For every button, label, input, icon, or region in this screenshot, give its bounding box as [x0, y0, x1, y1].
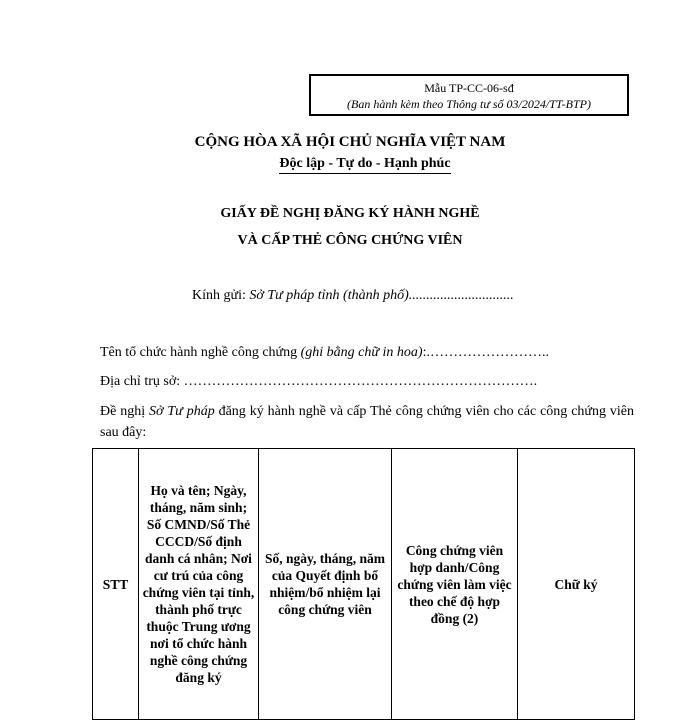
national-motto: Độc lập - Tự do - Hạnh phúc — [279, 156, 450, 174]
form-code-box — [309, 74, 629, 116]
document-title-line2: VÀ CẤP THẺ CÔNG CHỨNG VIÊN — [237, 233, 463, 248]
org-name-hint: (ghi bằng chữ in hoa) — [300, 345, 423, 360]
header-personal-info: Họ và tên; Ngày, tháng, năm sinh; Số CMND/Số Thẻ CCCD/Số định danh cá nhân; Nơi cư trú của công chứng viên tại tỉnh, thành phố trực thuộc Trung ương nơi tổ chức hành nghề công chứng đăng ký — [139, 449, 259, 720]
recipient-line — [192, 288, 514, 304]
request-paragraph — [100, 401, 634, 443]
header-signature: Chữ ký — [518, 449, 635, 720]
address-blank[interactable]: …………………………………………………………………. — [183, 374, 538, 389]
recipient-name: Sở Tư pháp tỉnh (thành phố).............................. — [249, 288, 514, 303]
address-label: Địa chỉ trụ sở: — [100, 374, 184, 389]
request-recipient: Sở Tư pháp — [149, 404, 215, 419]
request-prefix: Đề nghị — [100, 404, 150, 419]
header-appointment-decision: Số, ngày, tháng, năm của Quyết định bổ nhiệm/bổ nhiệm lại công chứng viên — [259, 449, 392, 720]
form-issuance-note: (Ban hành kèm theo Thông tư số 03/2024/TT-BTP) — [347, 97, 591, 111]
national-title: CỘNG HÒA XÃ HỘI CHỦ NGHĨA VIỆT NAM — [194, 134, 506, 150]
address-line — [100, 374, 634, 390]
form-code: Mẫu TP-CC-06-sđ — [424, 81, 514, 95]
header-notary-type: Công chứng viên hợp danh/Công chứng viên làm việc theo chế độ hợp đồng (2) — [392, 449, 518, 720]
registration-table — [92, 448, 635, 720]
table-header-row — [93, 449, 635, 720]
org-name-blank[interactable]: :.…………………….. — [422, 345, 549, 360]
document-title-line1: GIẤY ĐỀ NGHỊ ĐĂNG KÝ HÀNH NGHỀ — [220, 206, 480, 221]
org-name-line — [100, 345, 634, 361]
org-name-label: Tên tổ chức hành nghề công chứng — [100, 345, 301, 360]
header-stt: STT — [93, 449, 139, 720]
request-text: đăng ký hành nghề và cấp Thẻ công chứng viên cho các công chứng viên sau đây: — [100, 404, 635, 440]
motto-wrapper — [0, 154, 700, 174]
recipient-label: Kính gửi: — [192, 288, 250, 303]
